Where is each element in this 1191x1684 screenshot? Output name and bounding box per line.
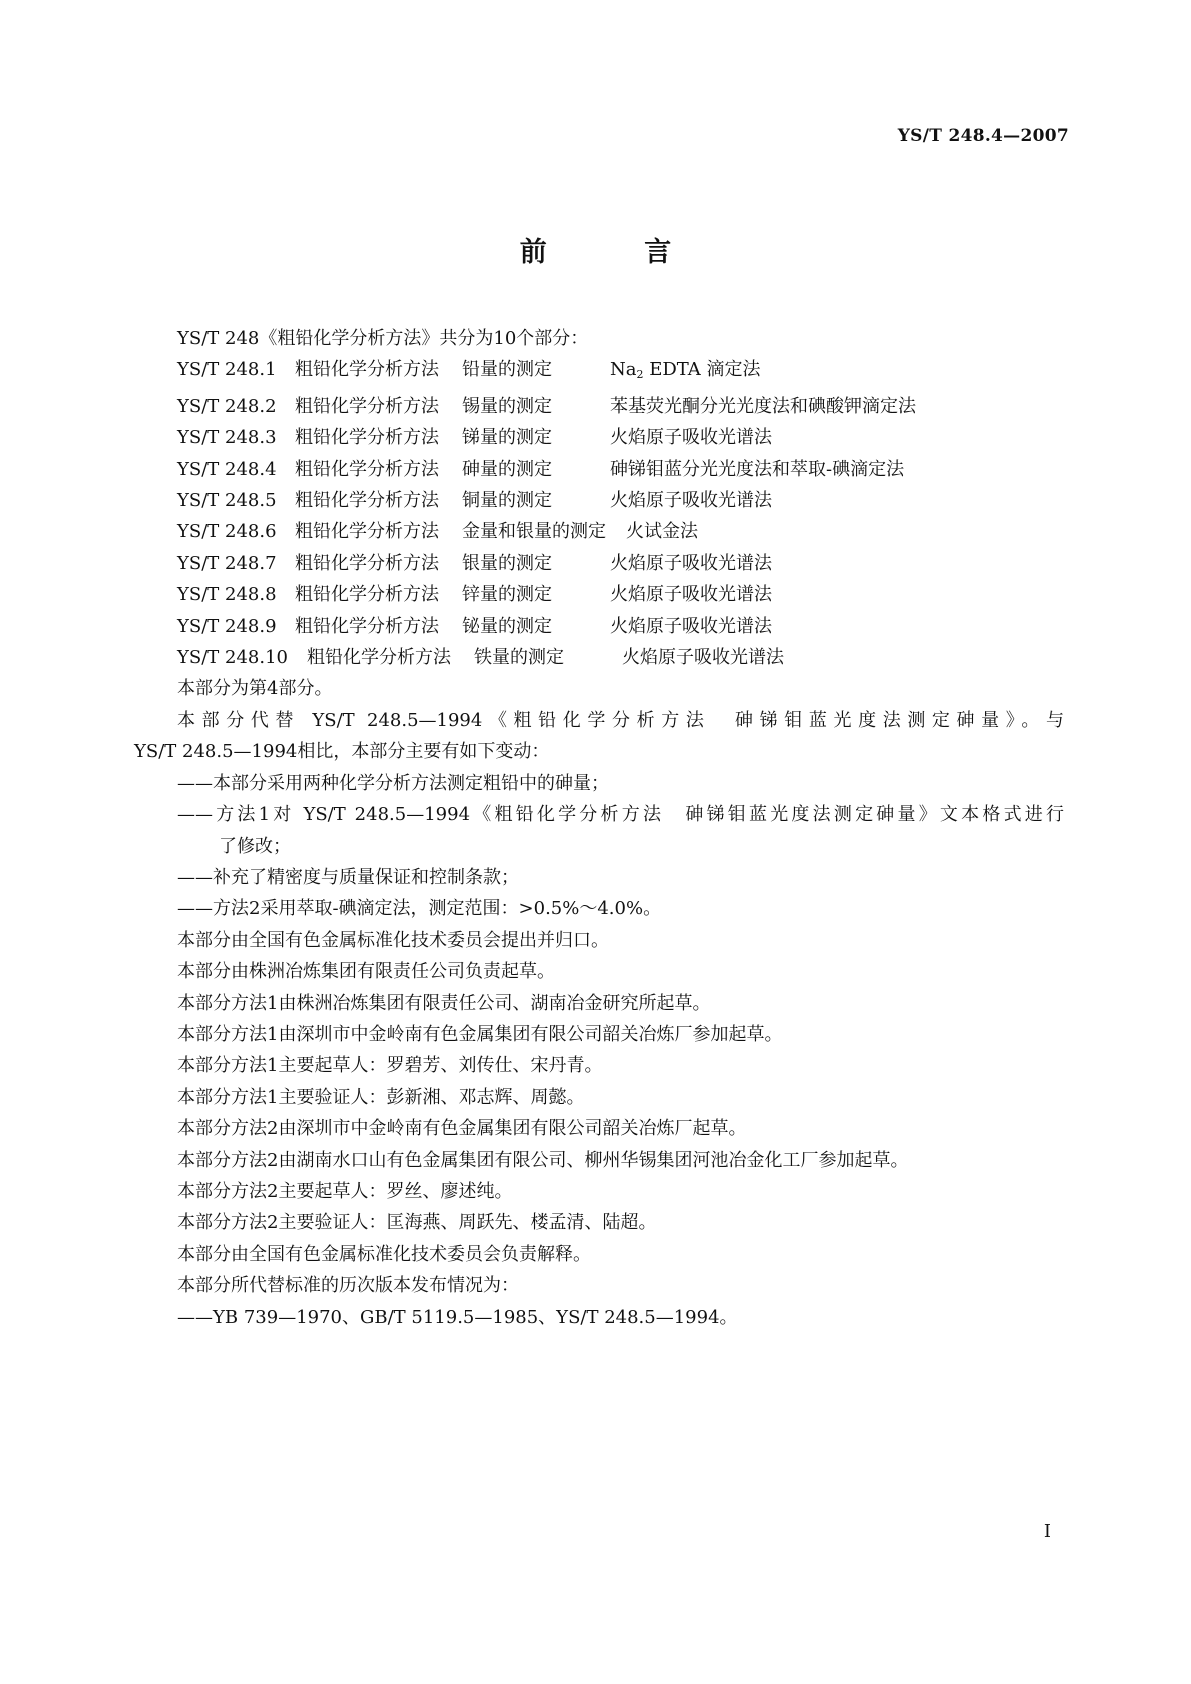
part-method: 粗铅化学分析方法 (295, 552, 439, 574)
note-paragraph: 本部分方法1由株洲冶炼集团有限责任公司、湖南冶金研究所起草。 (177, 992, 711, 1014)
part-method: 粗铅化学分析方法 (295, 490, 439, 512)
part-technique: 火焰原子吸收光谱法 (610, 615, 772, 637)
part-method: 粗铅化学分析方法 (295, 427, 439, 449)
change-item (134, 799, 1064, 830)
part-technique: 火焰原子吸收光谱法 (622, 647, 784, 669)
part-method: 粗铅化学分析方法 (295, 458, 439, 480)
part-method: 粗铅化学分析方法 (295, 395, 439, 417)
header-standard-code: YS/T 248.4—2007 (897, 126, 1069, 146)
change-item-line: ——方法1对 YS/T 248.5—1994《粗铅化学分析方法 砷锑钼蓝光度法测定砷量》文本格式进行 (177, 804, 1064, 826)
replace-line-2: YS/T 248.5—1994相比，本部分主要有如下变动： (134, 741, 550, 763)
part-technique: 苯基荧光酮分光光度法和碘酸钾滴定法 (610, 395, 916, 417)
note-paragraph: 本部分方法1主要起草人：罗碧芳、刘传仕、宋丹青。 (177, 1055, 603, 1077)
part-technique: 火焰原子吸收光谱法 (610, 584, 772, 606)
part-technique: 火焰原子吸收光谱法 (610, 490, 772, 512)
note-paragraph: 本部分所代替标准的历次版本发布情况为： (177, 1275, 519, 1297)
part-item-name: 铋量的测定 (462, 615, 552, 637)
part-item-name: 锌量的测定 (462, 584, 552, 606)
part-item-name: 铁量的测定 (474, 647, 564, 669)
part-code: YS/T 248.10 (177, 647, 288, 669)
part-item (134, 485, 1064, 516)
part-item-name: 金量和银量的测定 (462, 521, 606, 543)
part-code: YS/T 248.5 (177, 490, 277, 512)
part-method: 粗铅化学分析方法 (307, 647, 451, 669)
part-technique: $Na_2$ EDTA 滴定法 (610, 359, 761, 382)
note-paragraph: 本部分方法2主要验证人：匡海燕、周跃先、楼孟清、陆超。 (177, 1212, 657, 1234)
note-paragraph: 本部分方法2由深圳市中金岭南有色金属集团有限公司韶关冶炼厂起草。 (177, 1118, 747, 1140)
document-body (134, 323, 1064, 1333)
part-item (134, 642, 1064, 673)
part-method: 粗铅化学分析方法 (295, 521, 439, 543)
replace-line-1: 本部分代替 YS/T 248.5—1994《粗铅化学分析方法 砷锑钼蓝光度法测定砷量》。与 (177, 709, 1064, 731)
part-item (134, 422, 1064, 453)
part-item-name: 铅量的测定 (462, 359, 552, 381)
part-code: YS/T 248.4 (177, 458, 277, 480)
part-code: YS/T 248.6 (177, 521, 277, 543)
part-item (134, 579, 1064, 610)
note-paragraph: 本部分方法1主要验证人：彭新湘、邓志辉、周懿。 (177, 1086, 585, 1108)
note-paragraph: 本部分由株洲冶炼集团有限责任公司负责起草。 (177, 961, 555, 983)
part-code: YS/T 248.3 (177, 427, 277, 449)
part-technique: 火焰原子吸收光谱法 (610, 427, 772, 449)
part-method: 粗铅化学分析方法 (295, 584, 439, 606)
change-item-continuation: 了修改； (219, 835, 291, 857)
note-paragraph: 本部分方法1由深圳市中金岭南有色金属集团有限公司韶关冶炼厂参加起草。 (177, 1023, 783, 1045)
part-code: YS/T 248.2 (177, 395, 277, 417)
note-paragraph: 本部分方法2主要起草人：罗丝、廖述纯。 (177, 1180, 513, 1202)
part-item (134, 391, 1064, 422)
part-code: YS/T 248.9 (177, 615, 277, 637)
note-paragraph: 本部分由全国有色金属标准化技术委员会负责解释。 (177, 1243, 591, 1265)
history-item: ——YB 739—1970、GB/T 5119.5—1985、YS/T 248.5—1994。 (177, 1306, 738, 1328)
part-item (134, 548, 1064, 579)
replace-paragraph (134, 705, 1064, 736)
page-number: I (1043, 1521, 1051, 1542)
intro-paragraph: YS/T 248《粗铅化学分析方法》共分为10个部分： (177, 328, 589, 349)
part-item (134, 454, 1064, 485)
part-technique: 火焰原子吸收光谱法 (610, 552, 772, 574)
part-item-name: 锡量的测定 (462, 395, 552, 417)
note-paragraph: 本部分由全国有色金属标准化技术委员会提出并归口。 (177, 929, 609, 951)
change-item: ——本部分采用两种化学分析方法测定粗铅中的砷量； (177, 772, 609, 794)
part-method: 粗铅化学分析方法 (295, 615, 439, 637)
part-item-name: 银量的测定 (462, 552, 552, 574)
change-item: ——补充了精密度与质量保证和控制条款； (177, 866, 519, 888)
change-item: ——方法2采用萃取-碘滴定法，测定范围：>0.5%～4.0%。 (177, 898, 662, 920)
this-part-paragraph: 本部分为第4部分。 (177, 678, 333, 700)
part-code: YS/T 248.8 (177, 584, 277, 606)
part-technique: 砷锑钼蓝分光光度法和萃取-碘滴定法 (610, 458, 905, 480)
part-code: YS/T 248.1 (177, 359, 277, 381)
page-title: 前 言 (519, 237, 716, 268)
part-item (134, 354, 1064, 390)
part-item (134, 611, 1064, 642)
part-code: YS/T 248.7 (177, 552, 277, 574)
part-item-name: 砷量的测定 (462, 458, 552, 480)
part-item-name: 锑量的测定 (462, 427, 552, 449)
part-method: 粗铅化学分析方法 (295, 359, 439, 381)
note-paragraph: 本部分方法2由湖南水口山有色金属集团有限公司、柳州华锡集团河池冶金化工厂参加起草。 (177, 1149, 909, 1171)
part-item-name: 铜量的测定 (462, 490, 552, 512)
part-technique: 火试金法 (626, 521, 698, 543)
part-item (134, 516, 1064, 547)
